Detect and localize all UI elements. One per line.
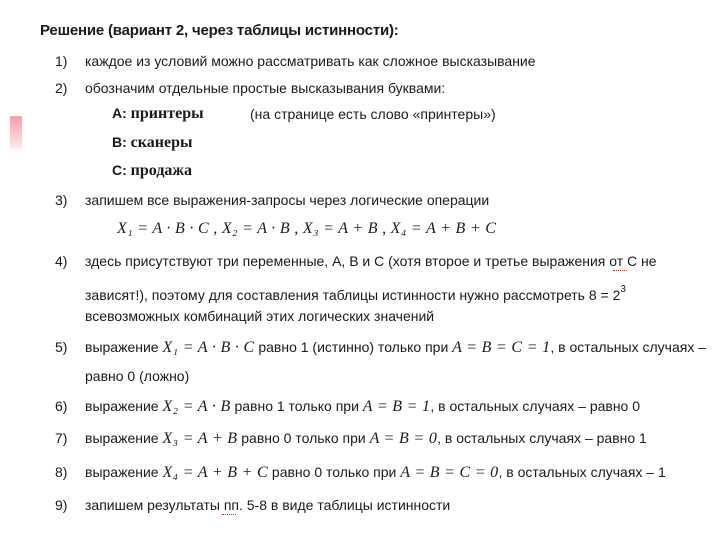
condition-8: A = B = C = 0: [400, 464, 499, 481]
item-number: 8): [55, 464, 68, 480]
variable-letter: А:: [112, 105, 127, 121]
list-item-9: [55, 496, 450, 514]
item-text: каждое из условий можно рассматривать как сложное высказывание: [85, 53, 536, 69]
variable-c: [112, 162, 192, 180]
formula-x1: X₁ = A · B · C: [162, 339, 255, 356]
item-number: 6): [55, 398, 68, 414]
list-item-5-line2: равно 0 (ложно): [85, 368, 190, 384]
item-number: 5): [55, 339, 68, 355]
condition-5: A = B = C = 1: [452, 339, 551, 356]
variable-letter: С:: [112, 162, 127, 178]
item-text: запишем результаты пп. 5-8 в виде таблицы истинности: [85, 497, 451, 513]
formula-x4: X₄ = A + B + C: [162, 464, 269, 481]
item-text: обозначим отдельные простые высказывания буквами:: [85, 80, 446, 96]
condition-7: A = B = 0: [369, 430, 438, 447]
list-item-2: [55, 79, 445, 97]
item-number: 7): [55, 430, 68, 446]
slide-title: Решение (вариант 2, через таблицы истинности):: [40, 22, 399, 39]
item-number: 2): [55, 80, 68, 96]
list-item-7: 7) выражение X₃ = A + B равно 0 только при A = B = 0, в остальных случаях – равно 1: [55, 430, 647, 447]
spellcheck-underline: [613, 266, 627, 271]
variable-word: сканеры: [130, 134, 193, 151]
variable-word: продажа: [130, 162, 193, 179]
item-number: 1): [55, 53, 68, 69]
list-item-8: 8) выражение X₄ = A + B + C равно 0 только при A = B = C = 0, в остальных случаях – 1: [55, 464, 666, 481]
variable-letter: В:: [112, 134, 127, 150]
item-number: 3): [55, 192, 68, 208]
variable-word: принтеры: [130, 105, 204, 122]
item-number: 4): [55, 253, 68, 269]
item-text-line1: здесь присутствуют три переменные, А, В и С (хотя второе и третье выражения от С не: [85, 253, 657, 269]
decorative-accent-bar: [10, 116, 22, 148]
list-item-3: [55, 191, 489, 209]
list-item-4: [55, 252, 657, 270]
formula-x3: X₃ = A + B: [162, 430, 238, 447]
variable-a: [112, 105, 204, 123]
variable-a-note: (на странице есть слово «принтеры»): [250, 106, 496, 122]
item-number: 9): [55, 497, 68, 513]
item-text: запишем все выражения-запросы через логические операции: [85, 192, 490, 208]
list-item-4-line2: зависят!), поэтому для составления таблицы истинности нужно рассмотреть $8 = 2^3$: [85, 284, 626, 303]
spellcheck-underline: [222, 510, 236, 515]
list-item-4-line3: всевозможных комбинаций этих логических значений: [85, 308, 435, 324]
expressions-formula: X₁ = A · B · C , X₂ = A · B , X₃ = A + B , X₄ = A + B + C: [117, 220, 497, 237]
list-item-5: 5) выражение X₁ = A · B · C равно 1 (истинно) только при A = B = C = 1, в остальных случаях –: [55, 339, 706, 356]
list-item-1: [55, 52, 536, 70]
exponent: 3: [620, 284, 626, 295]
condition-6: A = B = 1: [362, 398, 431, 415]
formula-x2: X₂ = A · B: [162, 398, 231, 415]
variable-b: [112, 134, 192, 152]
list-item-6: 6) выражение X₂ = A · B равно 1 только при A = B = 1, в остальных случаях – равно 0: [55, 398, 641, 415]
